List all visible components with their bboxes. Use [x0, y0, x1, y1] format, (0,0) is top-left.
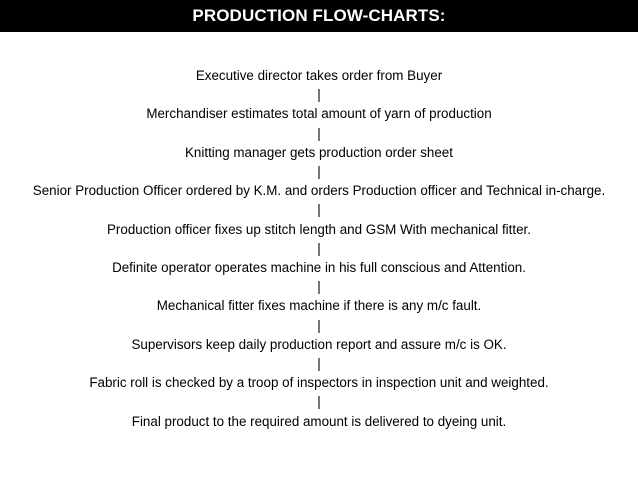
- flow-step-7: Mechanical fitter fixes machine if there is any m/c fault.: [156, 298, 482, 314]
- flow-connector: |: [317, 356, 321, 372]
- page-title: PRODUCTION FLOW-CHARTS:: [0, 0, 638, 32]
- flow-step-6: Definite operator operates machine in his full conscious and Attention.: [112, 260, 526, 276]
- flow-connector: |: [317, 240, 321, 256]
- flow-step-8: Supervisors keep daily production report and assure m/c is OK.: [131, 336, 507, 352]
- flow-connector: |: [317, 87, 321, 103]
- flow-connector: |: [317, 164, 321, 180]
- flow-connector: |: [317, 125, 321, 141]
- flow-connector: |: [317, 317, 321, 333]
- flow-connector: |: [317, 202, 321, 218]
- production-flow: [0, 66, 638, 431]
- flow-step-1: Executive director takes order from Buyer: [195, 68, 443, 83]
- flow-step-4: Senior Production Officer ordered by K.M. and orders Production officer and Technical in-charge.: [32, 183, 606, 199]
- flow-step-3: Knitting manager gets production order sheet: [185, 144, 453, 160]
- flow-step-9: Fabric roll is checked by a troop of inspectors in inspection unit and weighted.: [89, 375, 549, 391]
- flow-connector: |: [317, 279, 321, 295]
- flow-connector: |: [317, 394, 321, 410]
- flow-step-5: Production officer fixes up stitch length and GSM With mechanical fitter.: [107, 221, 531, 237]
- flow-step-2: Merchandiser estimates total amount of yarn of production: [146, 106, 492, 122]
- flow-step-10: Final product to the required amount is delivered to dyeing unit.: [131, 413, 507, 429]
